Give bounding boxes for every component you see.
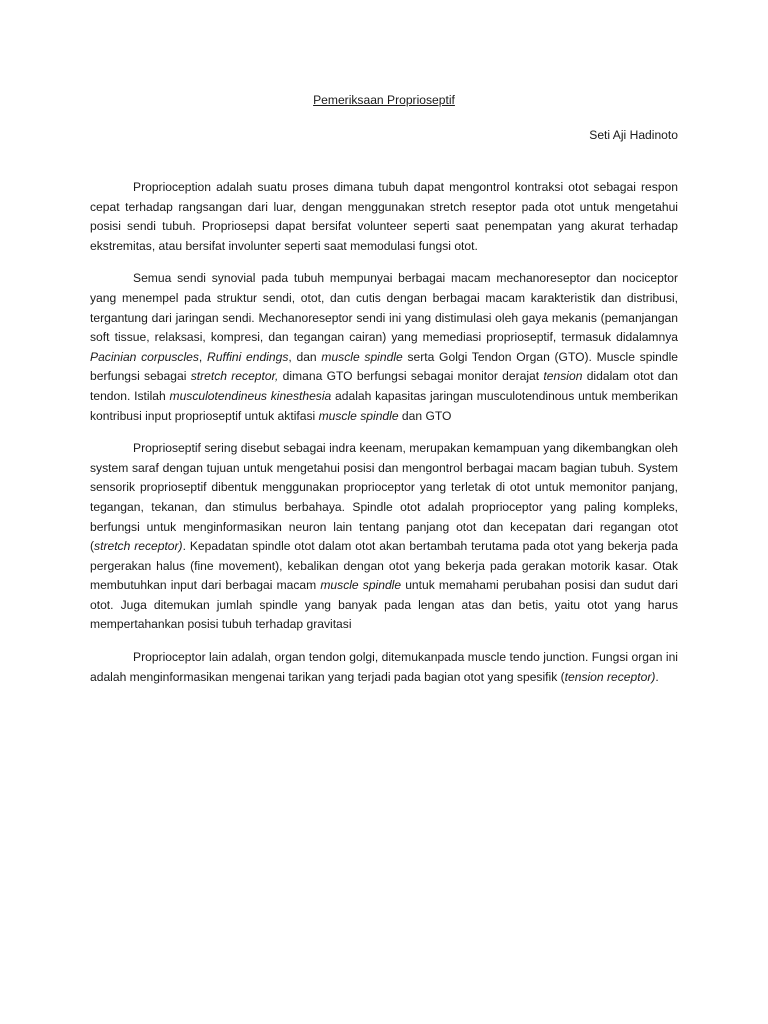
text-run: dimana GTO berfungsi sebagai monitor derajat: [278, 369, 544, 384]
text-run: Proprioseptif sering disebut sebagai indra keenam, merupakan kemampuan yang dikembangkan oleh system saraf dengan tujuan untuk mengetahui posisi dan mengontrol berbagai macam bagian tubuh. System sensorik proprioseptif dibentuk menggunakan proprioceptor yang terletak di otot untuk memonitor panjang, tegangan, tekanan, dan stimulus berbahaya. Spindle otot adalah proprioceptor yang paling kompleks, berfungsi untuk menginformasikan neuron lain tentang panjang otot dan kecepatan dari regangan otot (: [90, 441, 678, 554]
italic-term: tension: [543, 369, 583, 384]
italic-term: tension receptor): [564, 669, 656, 684]
italic-term: stretch receptor,: [190, 369, 279, 384]
document-body: [90, 178, 678, 687]
document-page: [90, 90, 678, 687]
author-name: Seti Aji Hadinoto: [589, 128, 678, 142]
italic-term: muscle spindle: [321, 349, 403, 364]
document-title: Pemeriksaan Proprioseptif: [313, 93, 455, 107]
text-run: Semua sendi synovial pada tubuh mempunyai berbagai macam mechanoreseptor dan nociceptor yang menempel pada struktur sendi, otot, dan cutis dengan berbagai macam karakteristik dan distribusi, tergantung dari jaringan sendi. Mechanoreseptor sendi ini yang distimulasi oleh gaya mekanis (pemanjangan soft tissue, relaksasi, kompresi, dan tegangan cairan) yang memediasi proprioseptif, termasuk didalamnya: [90, 271, 678, 345]
text-run: adalah kapasitas jaringan musculotendinous untuk memberikan kontribusi input proprioseptif untuk aktifasi: [90, 388, 678, 423]
italic-term: stretch receptor): [94, 539, 183, 554]
text-run: ,: [198, 349, 208, 364]
paragraph-2: [90, 269, 678, 426]
text-run: , dan: [288, 349, 322, 364]
italic-term: Pacinian corpuscles: [90, 349, 199, 364]
italic-term: muscle spindle: [320, 578, 402, 593]
text-run: Proprioception adalah suatu proses dimana tubuh dapat mengontrol kontraksi otot sebagai respon cepat terhadap rangsangan dari luar, dengan menggunakan stretch reseptor pada otot untuk mengetahui posisi sendi tubuh. Propriosepsi dapat bersifat volunteer seperti saat penempatan yang akurat terhadap ekstremitas, atau bersifat involunter seperti saat memodulasi fungsi otot.: [90, 180, 678, 253]
text-run: . Kepadatan spindle otot dalam otot akan bertambah terutama pada otot yang bekerja pada pergerakan halus (fine movement), kebalikan dengan otot yang bekerja pada gerakan motorik kasar. Otak membutuhkan input dari berbagai macam: [90, 539, 679, 593]
text-run: Proprioceptor lain adalah, organ tendon golgi, ditemukanpada muscle tendo junction. Fungsi organ ini adalah menginformasikan mengenai tarikan yang terjadi pada bagian otot yang spesifik (: [90, 650, 678, 684]
paragraph-4: [90, 648, 678, 687]
text-run: dan GTO: [398, 408, 452, 423]
italic-term: musculotendineus kinesthesia: [169, 388, 332, 403]
italic-term: Ruffini endings: [207, 349, 289, 364]
text-run: didalam otot dan tendon. Istilah: [90, 369, 678, 403]
paragraph-3: [90, 439, 678, 635]
text-run: serta Golgi Tendon Organ (GTO). Muscle spindle berfungsi sebagai: [90, 349, 678, 384]
text-run: untuk memahami perubahan posisi dan sudut dari otot. Juga ditemukan jumlah spindle yang banyak pada lengan atas dan betis, yaitu otot yang harus mempertahankan posisi tubuh terhadap gravitasi: [90, 578, 678, 632]
italic-term: muscle spindle: [318, 408, 399, 423]
paragraph-1: [90, 178, 678, 256]
text-run: .: [655, 669, 659, 684]
